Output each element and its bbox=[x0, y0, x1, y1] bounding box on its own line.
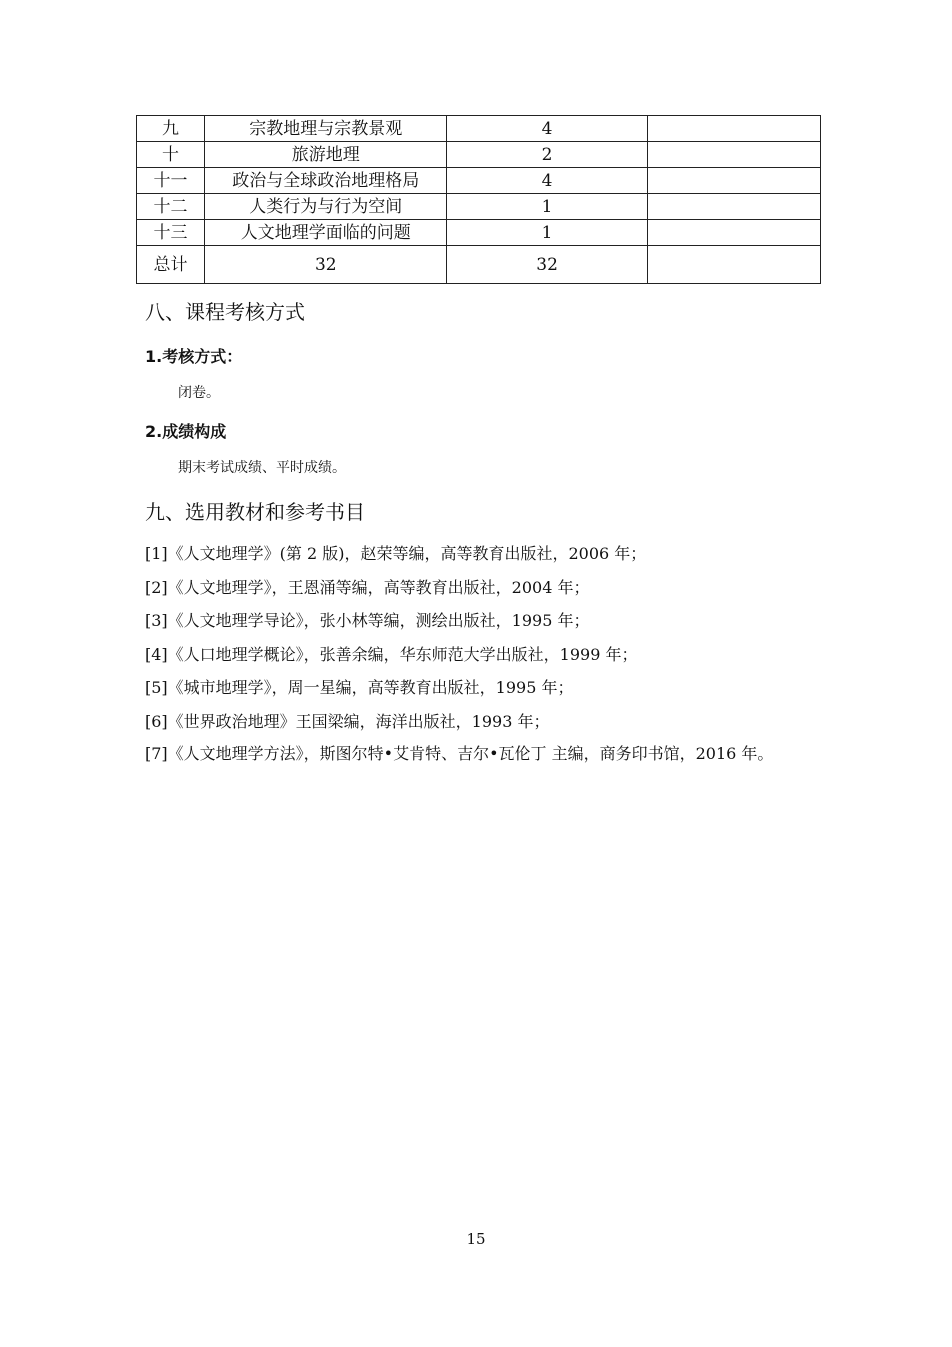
grade-composition-heading: 2.成绩构成 bbox=[145, 422, 227, 441]
course-schedule-table bbox=[136, 115, 821, 284]
reference-item: [5]《城市地理学》，周一星编，高等教育出版社，1995 年； bbox=[145, 678, 574, 697]
total-note bbox=[647, 246, 820, 284]
chapter-number: 十二 bbox=[137, 194, 205, 220]
table-row bbox=[137, 116, 821, 142]
chapter-topic: 旅游地理 bbox=[205, 142, 447, 168]
chapter-number: 十一 bbox=[137, 168, 205, 194]
total-value-2: 32 bbox=[447, 246, 647, 284]
reference-item: [1]《人文地理学》(第 2 版)，赵荣等编，高等教育出版社，2006 年； bbox=[145, 544, 647, 563]
chapter-topic: 人文地理学面临的问题 bbox=[205, 220, 447, 246]
reference-item: [4]《人口地理学概论》，张善余编，华东师范大学出版社，1999 年； bbox=[145, 644, 638, 664]
chapter-note bbox=[647, 116, 820, 142]
table-row bbox=[137, 194, 821, 220]
reference-item: [3]《人文地理学导论》，张小林等编，测绘出版社，1995 年； bbox=[145, 611, 590, 630]
assessment-method-heading: 1.考核方式： bbox=[145, 347, 243, 366]
chapter-hours: 2 bbox=[447, 142, 647, 168]
reference-list bbox=[145, 540, 825, 770]
section-8-heading: 八、课程考核方式 bbox=[145, 300, 305, 324]
chapter-hours: 4 bbox=[447, 168, 647, 194]
chapter-note bbox=[647, 194, 820, 220]
chapter-note bbox=[647, 142, 820, 168]
chapter-topic: 人类行为与行为空间 bbox=[205, 194, 447, 220]
reference-item: [7]《人文地理学方法》，斯图尔特•艾肯特、吉尔•瓦伦丁 主编，商务印书馆，2016 年。 bbox=[145, 744, 774, 763]
total-label: 总计 bbox=[137, 246, 205, 284]
chapter-hours: 4 bbox=[447, 116, 647, 142]
table-row bbox=[137, 168, 821, 194]
chapter-note bbox=[647, 220, 820, 246]
chapter-topic: 宗教地理与宗教景观 bbox=[205, 116, 447, 142]
grade-composition-text: 期末考试成绩、平时成绩。 bbox=[178, 460, 346, 476]
chapter-number: 十三 bbox=[137, 220, 205, 246]
chapter-hours: 1 bbox=[447, 220, 647, 246]
reference-item: [2]《人文地理学》，王恩涌等编，高等教育出版社，2004 年； bbox=[145, 577, 590, 597]
total-value-1: 32 bbox=[205, 246, 447, 284]
chapter-hours: 1 bbox=[447, 194, 647, 220]
total-row bbox=[137, 246, 821, 284]
assessment-method-text: 闭卷。 bbox=[178, 385, 220, 401]
section-9-heading: 九、选用教材和参考书目 bbox=[145, 500, 365, 524]
chapter-number: 十 bbox=[137, 142, 205, 168]
table-row bbox=[137, 220, 821, 246]
chapter-topic: 政治与全球政治地理格局 bbox=[205, 168, 447, 194]
chapter-number: 九 bbox=[137, 116, 205, 142]
page-number: 15 bbox=[466, 1230, 486, 1248]
reference-item: [6]《世界政治地理》王国梁编，海洋出版社，1993 年； bbox=[145, 711, 550, 731]
chapter-note bbox=[647, 168, 820, 194]
table-row bbox=[137, 142, 821, 168]
